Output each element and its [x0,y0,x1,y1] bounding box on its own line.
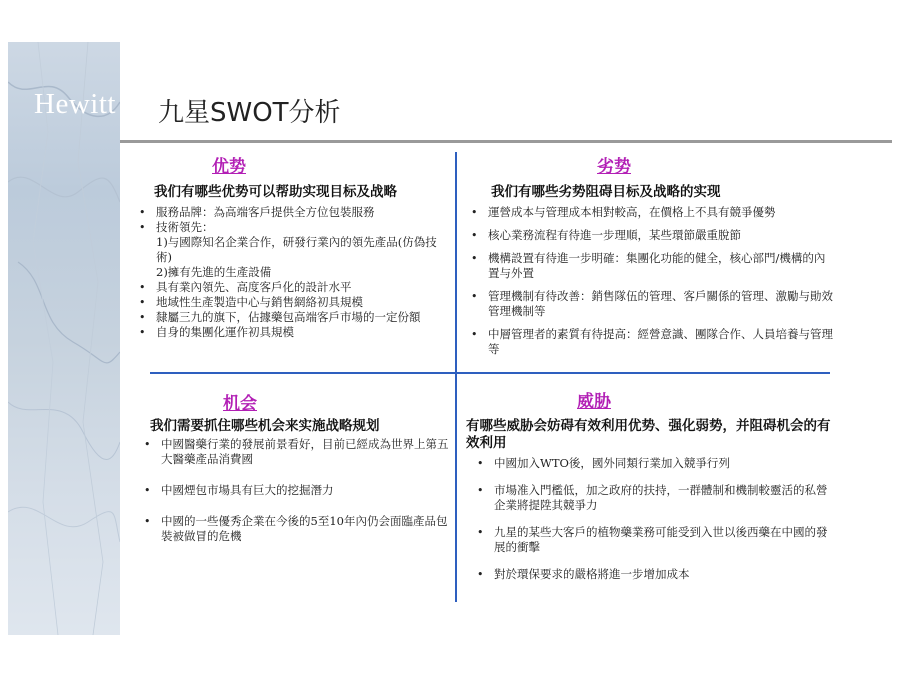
bullet-icon: • [144,438,151,451]
list-item [138,280,450,295]
title-divider [120,140,892,143]
bullet-icon: • [139,281,146,294]
list-item [138,220,450,280]
opportunities-list [143,437,451,560]
bullet-icon: • [144,484,151,497]
list-item [470,327,835,357]
opportunities-subtitle: 我们需要抓住哪些机会来实施战略规划 [150,418,380,434]
list-item [138,295,450,310]
list-sub-item: 1)与國際知名企業合作，研發行業內的領先產品(仿偽技術) [156,235,437,264]
threats-heading: 威胁 [577,392,611,412]
list-item-text: 中國加入WTO後，國外同類行業加入競爭行列 [494,456,730,470]
list-item-text: 地域性生產製造中心与銷售網絡初具規模 [156,295,363,309]
weaknesses-list [470,205,835,365]
bullet-icon: • [144,515,151,528]
bullet-icon: • [139,311,146,324]
list-item-text: 核心業務流程有待進一步理順，某些環節嚴重脫節 [488,228,741,242]
list-item [476,525,836,555]
list-item-text: 中國煙包市場具有巨大的挖掘潛力 [161,483,334,497]
list-item-text: 運營成本与管理成本相對較高，在價格上不具有競爭優勢 [488,205,776,219]
list-item [138,205,450,220]
list-item [476,567,836,582]
list-item-text: 市場准入門檻低，加之政府的扶持，一群體制和機制較靈活的私營企業將提陞其競爭力 [494,483,828,512]
strengths-list [138,205,450,340]
list-item-text: 機構設置有待進一步明確：集團化功能的健全，核心部門/機構的內置与外置 [488,251,826,280]
map-texture-graphic [8,42,120,635]
list-item-text: 技術領先： [156,220,214,234]
list-item-text: 隸屬三九的旗下，佔據藥包高端客戶市場的一定份額 [156,310,421,324]
bullet-icon: • [471,290,478,303]
list-item [470,205,835,220]
list-item [470,228,835,243]
bullet-icon: • [139,221,146,234]
bullet-icon: • [139,206,146,219]
slide-title: 九星SWOT分析 [158,98,341,128]
list-item [470,251,835,281]
opportunities-heading: 机会 [223,394,257,414]
bullet-icon: • [477,484,484,497]
bullet-icon: • [477,568,484,581]
bullet-icon: • [477,526,484,539]
hewitt-logo: Hewitt [34,88,116,120]
threats-list [476,456,836,594]
list-item-text: 中國醫藥行業的發展前景看好，目前已經成為世界上第五大醫藥產品消費國 [161,437,449,466]
list-item [138,310,450,325]
list-item [143,483,451,498]
bullet-icon: • [471,229,478,242]
bullet-icon: • [471,206,478,219]
list-item [143,514,451,544]
list-item [476,456,836,471]
list-item [476,483,836,513]
horizontal-axis-line [150,372,830,374]
bullet-icon: • [477,457,484,470]
list-item-text: 管理機制有待改善：銷售隊伍的管理、客戶關係的管理、激勵与勛效管理機制等 [488,289,833,318]
weaknesses-heading: 劣势 [597,157,631,177]
bullet-icon: • [471,328,478,341]
threats-subtitle: 有哪些威胁会妨碍有效利用优势、强化弱势，并阻碍机会的有效利用 [466,418,831,451]
bullet-icon: • [139,326,146,339]
strengths-heading: 优势 [212,157,246,177]
list-item [143,437,451,467]
decorative-side-strip [8,42,120,635]
list-item-text: 服務品牌：為高端客戶提供全方位包裝服務 [156,205,375,219]
list-item-text: 九星的某些大客戶的植物藥業務可能受到入世以後西藥在中國的發展的衝擊 [494,525,828,554]
weaknesses-subtitle: 我们有哪些劣势阻碍目标及战略的实现 [491,184,721,200]
list-item-text: 中國的一些優秀企業在今後的5至10年內仍会面臨產品包裝被做冒的危機 [161,514,448,543]
list-item [138,325,450,340]
list-sub-item: 2)擁有先進的生產設備 [156,265,272,279]
bullet-icon: • [471,252,478,265]
list-item-text: 對於環保要求的嚴格將進一步增加成本 [494,567,690,581]
list-item-text: 具有業內領先、高度客戶化的設計水平 [156,280,352,294]
list-item [470,289,835,319]
strengths-subtitle: 我们有哪些优势可以帮助实现目标及战略 [154,184,397,200]
list-item-text: 中層管理者的素質有待提高：經營意識、團隊合作、人員培養与管理等 [488,327,833,356]
vertical-axis-line [455,152,457,602]
list-item-text: 自身的集團化運作初具規模 [156,325,294,339]
bullet-icon: • [139,296,146,309]
